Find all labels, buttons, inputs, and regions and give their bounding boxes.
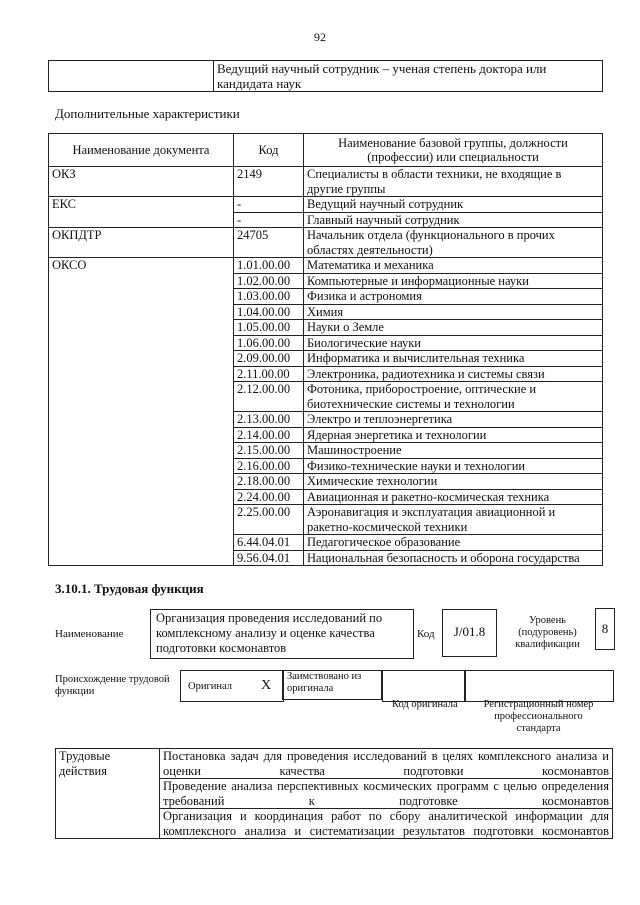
group-name-cell: Физика и астрономия — [304, 289, 603, 305]
page-number: 92 — [314, 30, 326, 44]
labor-action: Организация и координация работ по сбору аналитической информации для комплексного анализа и систематизации результатов подготовки космонавтов — [160, 809, 613, 839]
table-row — [49, 228, 603, 258]
code-cell: 1.06.00.00 — [234, 335, 304, 351]
group-name-cell: Машиностроение — [304, 443, 603, 459]
characteristics-table — [48, 133, 603, 566]
level-value: 8 — [595, 608, 615, 650]
code-cell: 2.15.00.00 — [234, 443, 304, 459]
code-cell: 2.14.00.00 — [234, 427, 304, 443]
reg-number-box — [464, 670, 614, 702]
code-label: Код — [417, 628, 435, 640]
code-cell: 2149 — [234, 167, 304, 197]
group-name-cell: Электроника, радиотехника и системы связи — [304, 366, 603, 382]
code-cell: 2.13.00.00 — [234, 412, 304, 428]
code-cell: 2.09.00.00 — [234, 351, 304, 367]
header-code: Код — [234, 134, 304, 167]
group-name-cell: Компьютерные и информационные науки — [304, 273, 603, 289]
code-cell: 2.16.00.00 — [234, 458, 304, 474]
header-document: Наименование документа — [49, 134, 234, 167]
group-name-cell: Математика и механика — [304, 258, 603, 274]
group-name-cell: Биологические науки — [304, 335, 603, 351]
header-group-name: Наименование базовой группы, должности (профессии) или специальности — [304, 134, 603, 167]
original-box — [180, 670, 284, 702]
code-cell: 1.02.00.00 — [234, 273, 304, 289]
table-row — [49, 197, 603, 213]
code-cell: 24705 — [234, 228, 304, 258]
code-cell: 1.03.00.00 — [234, 289, 304, 305]
group-name-cell: Авиационная и ракетно-космическая техника — [304, 489, 603, 505]
group-name-cell: Главный научный сотрудник — [304, 212, 603, 228]
group-name-cell: Информатика и вычислительная техника — [304, 351, 603, 367]
section-title: 3.10.1. Трудовая функция — [55, 581, 204, 596]
level-label: Уровень (подуровень) квалификации — [515, 615, 580, 650]
group-name-cell: Фотоника, приборостроение, оптические и биотехнические системы и технологии — [304, 382, 603, 412]
reg-number-label: Регистрационный номер профессионального стандарта — [483, 699, 594, 734]
code-cell: 2.18.00.00 — [234, 474, 304, 490]
code-cell: 2.12.00.00 — [234, 382, 304, 412]
document-cell: ЕКС — [49, 197, 234, 228]
document-cell: ОКЗ — [49, 167, 234, 197]
code-cell: 2.25.00.00 — [234, 505, 304, 535]
qualification-cell: Ведущий научный сотрудник – ученая степень доктора или кандидата наук — [214, 61, 603, 92]
table-row — [49, 167, 603, 197]
original-label: Оригинал — [188, 681, 232, 692]
group-name-cell: Физико-технические науки и технологии — [304, 458, 603, 474]
group-name-cell: Педагогическое образование — [304, 535, 603, 551]
orig-code-label: Код оригинала — [392, 699, 458, 710]
group-name-cell: Начальник отдела (функционального в прочих областях деятельности) — [304, 228, 603, 258]
document-cell: ОКСО — [49, 258, 234, 566]
code-cell: 2.11.00.00 — [234, 366, 304, 382]
group-name-cell: Химия — [304, 304, 603, 320]
labor-action: Постановка задач для проведения исследований в целях комплексного анализа и оценки качества подготовки космонавтов — [160, 749, 613, 779]
labor-action: Проведение анализа перспективных космических программ с целью определения требований к подготовке космонавтов — [160, 779, 613, 809]
group-name-cell: Аэронавигация и эксплуатация авиационной и ракетно-космической техники — [304, 505, 603, 535]
code-cell: 2.24.00.00 — [234, 489, 304, 505]
code-cell: 1.01.00.00 — [234, 258, 304, 274]
code-cell: - — [234, 212, 304, 228]
labor-actions-label: Трудовые действия — [56, 749, 160, 839]
origin-label: Происхождение трудовой функции — [55, 674, 170, 697]
document-cell: ОКПДТР — [49, 228, 234, 258]
empty-cell — [49, 61, 214, 92]
function-name: Организация проведения исследований по комплексному анализу и оценке качества подготовки космонавтов — [150, 609, 414, 659]
group-name-cell: Национальная безопасность и оборона государства — [304, 550, 603, 566]
code-cell: 1.04.00.00 — [234, 304, 304, 320]
group-name-cell: Ядерная энергетика и технологии — [304, 427, 603, 443]
table-row — [49, 258, 603, 274]
original-code-box — [382, 670, 466, 702]
code-cell: 1.05.00.00 — [234, 320, 304, 336]
group-name-cell: Химические технологии — [304, 474, 603, 490]
group-name-cell: Электро и теплоэнергетика — [304, 412, 603, 428]
qualification-table — [48, 60, 603, 92]
group-name-cell: Ведущий научный сотрудник — [304, 197, 603, 213]
group-name-cell: Специалисты в области техники, не входящие в другие группы — [304, 167, 603, 197]
additional-heading: Дополнительные характеристики — [55, 106, 240, 121]
code-cell: 6.44.04.01 — [234, 535, 304, 551]
code-cell: 9.56.04.01 — [234, 550, 304, 566]
original-mark: X — [261, 678, 272, 693]
borrowed-label: Заимствовано из оригинала — [282, 670, 382, 700]
group-name-cell: Науки о Земле — [304, 320, 603, 336]
labor-actions-table — [55, 748, 613, 839]
name-label: Наименование — [55, 628, 124, 640]
code-cell: - — [234, 197, 304, 213]
function-code: J/01.8 — [442, 609, 497, 657]
